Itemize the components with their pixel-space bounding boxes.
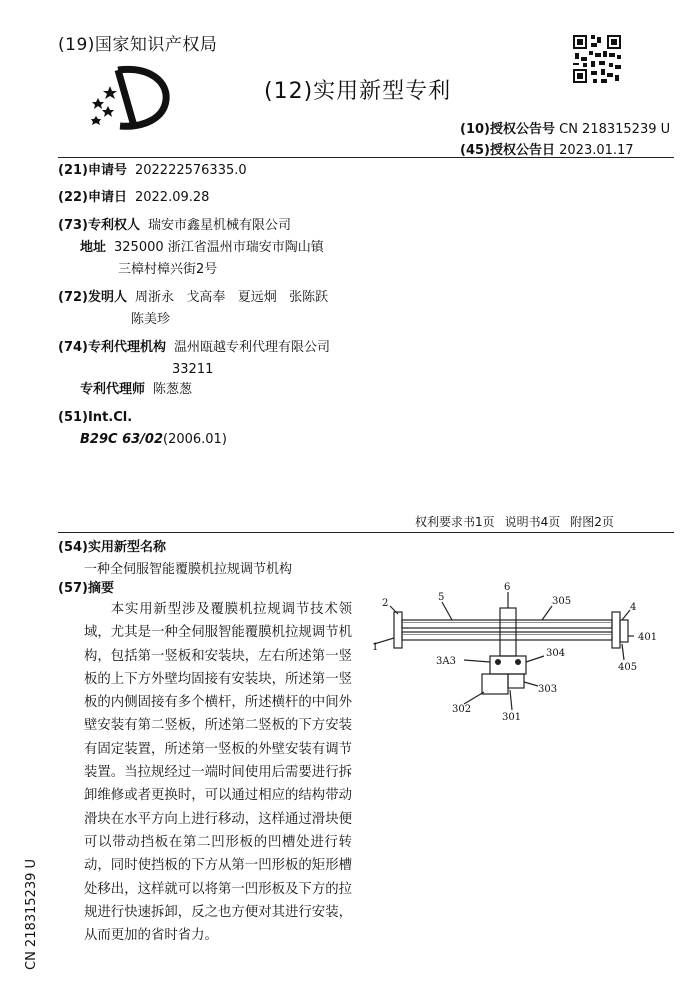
figure-label-1: 1 (372, 642, 379, 653)
address-label: 地址 (80, 240, 107, 255)
agency-code: 33211 (172, 362, 214, 377)
patentee: 瑞安市鑫星机械有限公司 (147, 218, 291, 233)
address-row (80, 237, 324, 259)
publication-number-row (460, 118, 670, 137)
application-number: 202222576335.0 (134, 163, 247, 178)
page-counts (415, 513, 624, 530)
inventors-row (58, 287, 328, 309)
representative-drawing (372, 578, 672, 728)
address-line-2: 三樟村樟兴街2号 (118, 262, 218, 277)
application-date-row (58, 187, 209, 209)
figure-label-401: 401 (638, 632, 658, 643)
application-number-row (58, 160, 247, 182)
utility-model-title: 一种全伺服智能覆膜机拉规调节机构 (84, 562, 293, 577)
figure-label-6: 6 (504, 582, 511, 593)
abstract-text: 本实用新型涉及覆膜机拉规调节技术领域，尤其是一种全伺服智能覆膜机拉规调节机构，包括第一竖板和安装块，左右所述第一竖板的上下方外壁均固接有安装块，所述第一竖板的内侧固接有多个横杆，所述横杆的中间外壁安装有第二竖板，所述第二竖板的下方安装有固定装置，所述第一竖板的外壁安装有调节装置。当拉规经过一端时间使用后需要进行拆卸维修或者更换时，可以通过相应的结构带动滑块在水平方向上进行移动，这样通过滑块便可以带动挡板在第二凹形板的凹槽处进行转动，同时使挡板的下方从第一凹形板的矩形槽处移出，这样就可以将第一凹形板及下方的拉规进行快速拆卸，反之也方便对其进行安装，从而更加的省时省力。 (84, 602, 352, 944)
qr-code-icon (571, 33, 623, 85)
patentee-row (58, 215, 291, 237)
figure-label-305: 305 (552, 596, 572, 607)
figure-label-301: 301 (502, 712, 522, 723)
section-divider (58, 532, 674, 533)
agent-row (80, 379, 192, 401)
publication-number-label: (10)授权公告号 (460, 122, 555, 137)
side-publication-number: CN 218315239 U (24, 858, 39, 970)
header-divider (58, 157, 674, 158)
clamp-block (482, 674, 508, 694)
claims-pages: 权利要求书1页 (415, 515, 495, 529)
intcl-label-text: (51)Int.Cl. (58, 410, 133, 425)
abstract-label: (57)摘要 (58, 581, 114, 596)
title-label-row (58, 537, 166, 559)
document-type: (12)实用新型专利 (264, 79, 452, 104)
intcl-classification-row (80, 432, 227, 447)
address-line-1: 325000 浙江省温州市瑞安市陶山镇 (114, 240, 324, 255)
publication-date-row (460, 139, 634, 158)
agent: 陈葱葱 (153, 382, 193, 397)
office-name: (19)国家知识产权局 (58, 35, 218, 55)
inventors-line-1: 周浙永 戈高奉 夏远炯 张陈跃 (134, 290, 329, 305)
agent-label: 专利代理师 (80, 382, 146, 397)
intcl-label (58, 407, 132, 429)
cnipa-logo-icon (88, 62, 170, 132)
figure-label-2: 2 (382, 598, 389, 609)
figure-label-3a3: 3A3 (436, 656, 456, 667)
right-vertical-plate (612, 612, 620, 648)
title-label: (54)实用新型名称 (58, 540, 166, 555)
fixing-device (490, 656, 526, 674)
drawings-pages: 附图2页 (570, 515, 614, 529)
abstract-label-row (58, 578, 114, 600)
intcl-class: B29C 63/02 (80, 432, 163, 447)
publication-date: 2023.01.17 (559, 143, 634, 158)
figure-label-304: 304 (546, 648, 566, 659)
description-pages: 说明书4页 (504, 515, 561, 529)
application-number-label: (21)申请号 (58, 163, 127, 178)
left-vertical-plate (394, 612, 402, 648)
inventors-label: (72)发明人 (58, 290, 127, 305)
agency: 温州瓯越专利代理有限公司 (173, 340, 330, 355)
figure-label-302: 302 (452, 704, 472, 715)
right-mount-block (620, 620, 628, 642)
figure-label-4: 4 (630, 602, 637, 613)
agency-row (58, 337, 330, 359)
patentee-label: (73)专利权人 (58, 218, 140, 233)
figure-label-405: 405 (618, 662, 638, 673)
agency-label: (74)专利代理机构 (58, 340, 166, 355)
lower-crossbar (402, 632, 612, 640)
application-date: 2022.09.28 (134, 190, 210, 205)
publication-date-label: (45)授权公告日 (460, 143, 555, 158)
clamp-side (508, 674, 524, 688)
intcl-version: (2006.01) (163, 432, 227, 447)
application-date-label: (22)申请日 (58, 190, 127, 205)
figure-label-5: 5 (438, 592, 445, 603)
upper-crossbar (402, 620, 612, 628)
inventors-line-2: 陈美珍 (131, 312, 171, 327)
figure-label-303: 303 (538, 684, 558, 695)
publication-number: CN 218315239 U (559, 122, 671, 137)
